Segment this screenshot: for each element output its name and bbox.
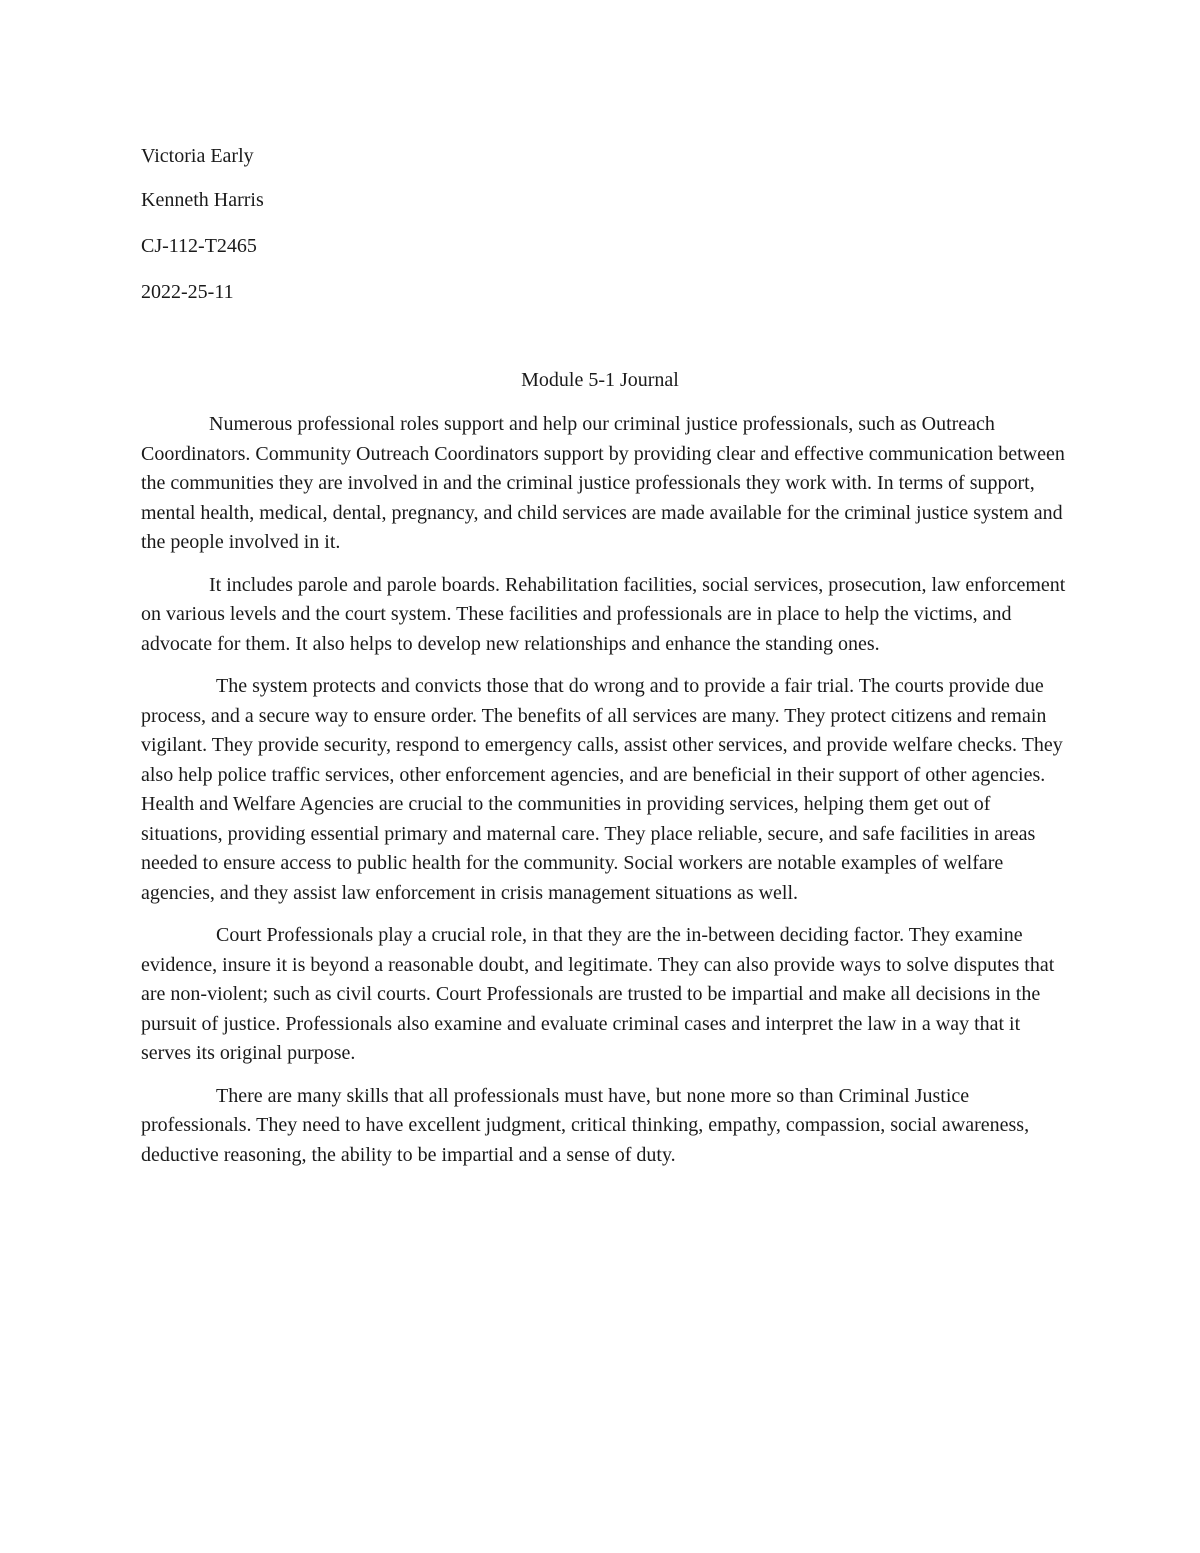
document-body xyxy=(141,410,1066,1183)
course-code: CJ-112-T2465 xyxy=(141,235,257,257)
paragraph: Numerous professional roles support and help our criminal justice professionals, such as Outreach Coordinators. Community Outreach Coordinators support by providing clear and effective communication between the communities they are involved in and the criminal justice professionals they work with. In terms of support, mental health, medical, dental, pregnancy, and child services are made available for the criminal justice system and the people involved in it. xyxy=(141,413,1065,553)
paragraph: There are many skills that all professionals must have, but none more so than Criminal Justice professionals. They need to have excellent judgment, critical thinking, empathy, compassion, social awareness, deductive reasoning, the ability to be impartial and a sense of duty. xyxy=(141,1084,1030,1166)
paragraph: It includes parole and parole boards. Rehabilitation facilities, social services, prosecution, law enforcement on various levels and the court system. These facilities and professionals are in place to help the victims, and advocate for them. It also helps to develop new relationships and enhance the standing ones. xyxy=(141,573,1066,655)
instructor-name: Kenneth Harris xyxy=(141,189,264,211)
paragraph: Court Professionals play a crucial role, in that they are the in-between deciding factor. They examine evidence, insure it is beyond a reasonable doubt, and legitimate. They can also provide ways to solve disputes that are non-violent; such as civil courts. Court Professionals are trusted to be impartial and make all decisions in the pursuit of justice. Professionals also examine and evaluate criminal cases and interpret the law in a way that it serves its original purpose. xyxy=(141,924,1055,1064)
student-name: Victoria Early xyxy=(141,145,254,167)
submission-date: 2022-25-11 xyxy=(141,281,234,303)
paragraph: The system protects and convicts those that do wrong and to provide a fair trial. The courts provide due process, and a secure way to ensure order. The benefits of all services are many. They protect citizens and remain vigilant. They provide security, respond to emergency calls, assist other services, and provide welfare checks. They also help police traffic services, other enforcement agencies, and are beneficial in their support of other agencies. Health and Welfare Agencies are crucial to the communities in providing services, helping them get out of situations, providing essential primary and maternal care. They place reliable, secure, and safe facilities in areas needed to ensure access to public health for the community. Social workers are notable examples of welfare agencies, and they assist law enforcement in crisis management situations as well. xyxy=(141,675,1063,904)
document-title: Module 5-1 Journal xyxy=(521,369,679,391)
